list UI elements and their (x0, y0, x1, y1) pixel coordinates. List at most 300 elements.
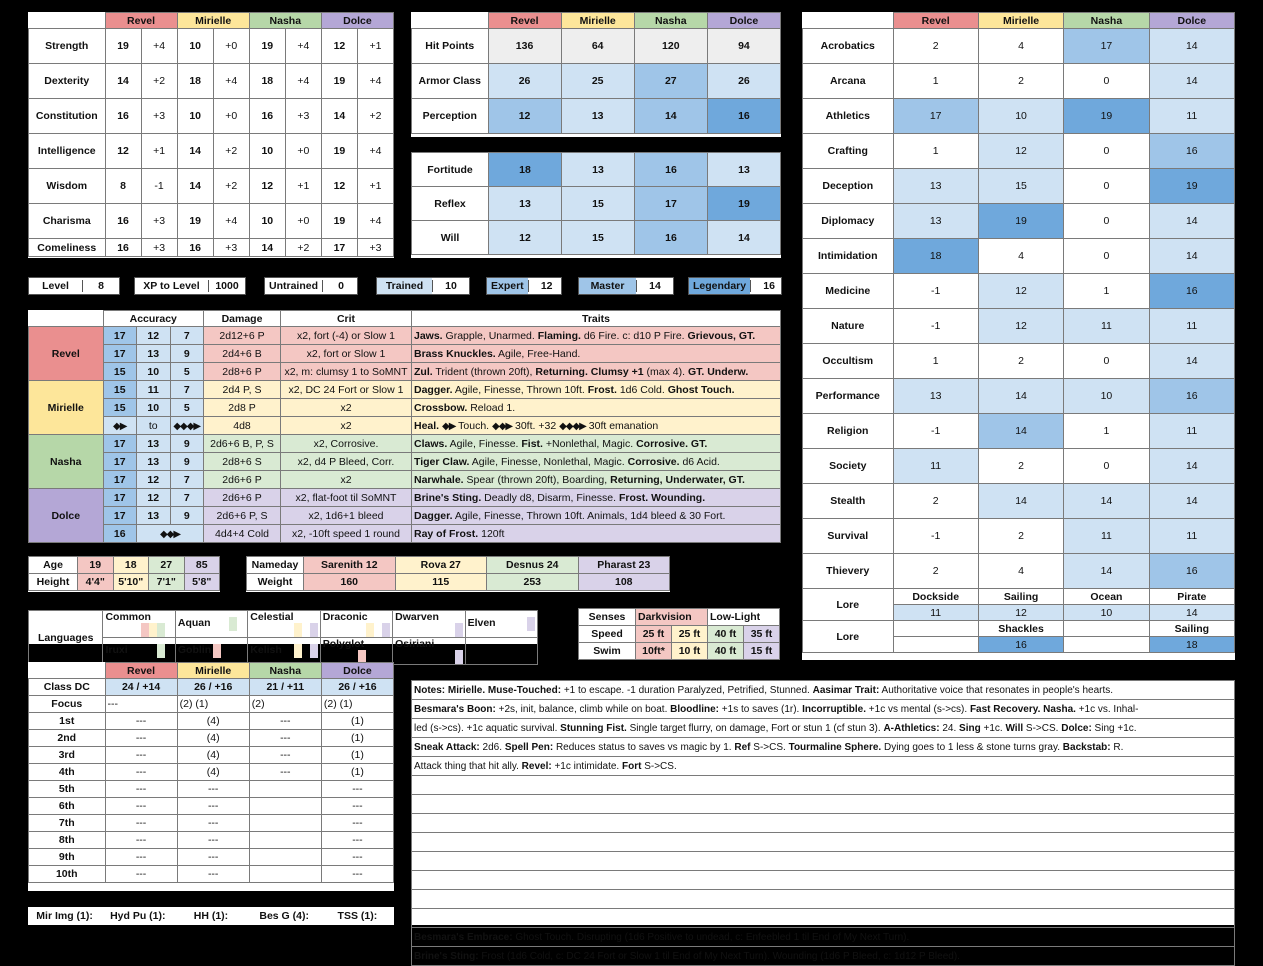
stat-name: Perception (412, 99, 489, 134)
stat-value: 25 (561, 64, 634, 99)
lore-value: 10 (1064, 605, 1149, 621)
language-marker (165, 644, 173, 658)
ability-mod: +1 (357, 29, 393, 64)
traits-cell: Ray of Frost. 120ft (412, 525, 781, 543)
spell-slot: --- (105, 764, 177, 781)
hero-header: Nasha (249, 13, 321, 29)
height-label: Height (29, 574, 78, 591)
spell-level-label: 2nd (29, 730, 106, 747)
spell-slot: --- (105, 781, 177, 798)
table-row (29, 815, 394, 832)
language-marker (286, 623, 294, 637)
language-marker (447, 623, 455, 637)
proficiency-label: XP to Level (143, 280, 200, 292)
spell-slot: --- (105, 849, 177, 866)
crit-cell: x2 (281, 471, 412, 489)
table-row (803, 169, 1235, 204)
spell-slot: (4) (177, 764, 249, 781)
ability-mod: +3 (141, 239, 177, 257)
skill-name: Survival (803, 519, 894, 554)
lore-name: Shackles (978, 621, 1063, 637)
one-action-icon: ◆▶ (442, 420, 456, 432)
stat-value: 26 (707, 64, 780, 99)
lore-value: 16 (978, 637, 1063, 653)
stat-name: Fortitude (412, 153, 489, 187)
stat-value: 27 (634, 64, 707, 99)
ability-mod: +2 (357, 99, 393, 134)
ability-score: 18 (249, 64, 285, 99)
table-row (579, 643, 780, 660)
stat-value: 15 (562, 221, 635, 255)
stat-value: 26 (488, 64, 561, 99)
table-row (803, 309, 1235, 344)
hero-header: Nasha (1064, 13, 1149, 29)
ability-score: 14 (177, 134, 213, 169)
skill-value: -1 (893, 274, 978, 309)
table-row (412, 187, 781, 221)
skill-value: 14 (1149, 204, 1234, 239)
table-row (29, 399, 781, 417)
ability-name: Comeliness (29, 239, 106, 257)
language-marker (302, 644, 310, 658)
language-marker (141, 623, 149, 637)
accuracy-cell: 7 (170, 471, 204, 489)
accuracy-cell: 15 (103, 381, 137, 399)
table-row (29, 849, 394, 866)
lore-value: 11 (893, 605, 978, 621)
resource-item: HH (1): (193, 909, 229, 922)
ability-score: 16 (105, 99, 141, 134)
hero-header: Mirielle (177, 13, 249, 29)
table-row (29, 417, 781, 435)
damage-cell: 2d6+6 P, S (204, 507, 281, 525)
accuracy-cell: 17 (103, 489, 137, 507)
lore-name (1064, 621, 1149, 637)
ability-mod: +3 (357, 239, 393, 257)
ability-name: Strength (29, 29, 106, 64)
language-marker (455, 650, 463, 664)
ability-score: 19 (321, 134, 357, 169)
ability-mod: +4 (357, 64, 393, 99)
senses-table (578, 608, 780, 660)
spell-slot: --- (249, 730, 321, 747)
corner (29, 311, 104, 327)
skill-name: Arcana (803, 64, 894, 99)
weight-label: Weight (247, 574, 304, 591)
language-markers (141, 644, 173, 658)
proficiency-label: Untrained (269, 280, 319, 292)
spell-slot: 26 / +16 (321, 679, 393, 696)
spell-slot: (4) (177, 747, 249, 764)
language-marker (149, 644, 157, 658)
proficiency-value: 16 (750, 280, 787, 292)
proficiency-label: Level (42, 280, 69, 292)
crit-cell: x2 (281, 417, 412, 435)
notes-line (412, 871, 1235, 890)
table-row (412, 757, 1235, 776)
hero-header: Revel (488, 13, 561, 29)
saves-table (411, 152, 781, 255)
crit-cell: x2, 1d6+1 bleed (281, 507, 412, 525)
proficiency-value: 14 (636, 280, 673, 292)
ability-mod: +4 (213, 204, 249, 239)
defense-table (411, 12, 781, 134)
crit-cell: x2, fort or Slow 1 (281, 345, 412, 363)
traits-cell: Zul. Trident (thrown 20ft), Returning. Clumsy +1 (max 4). GT. Underw. (412, 363, 781, 381)
table-row (803, 484, 1235, 519)
language-cell (248, 611, 320, 638)
damage-cell: 2d8+6 S (204, 453, 281, 471)
table-row (412, 928, 1235, 947)
speed-value: 10 ft (672, 643, 708, 660)
ability-mod: +1 (285, 169, 321, 204)
table-row (803, 344, 1235, 379)
ability-name: Wisdom (29, 169, 106, 204)
ability-mod: +1 (357, 169, 393, 204)
ability-mod: +2 (285, 239, 321, 257)
spell-slot: --- (321, 815, 393, 832)
table-row (29, 453, 781, 471)
attacks-panel (28, 310, 781, 538)
skill-name: Athletics (803, 99, 894, 134)
ability-mod: +4 (213, 64, 249, 99)
language-marker (221, 617, 229, 631)
language-marker (431, 650, 439, 664)
ability-score: 12 (105, 134, 141, 169)
language-marker (374, 623, 382, 637)
stat-value: 64 (561, 29, 634, 64)
skill-value: 14 (978, 414, 1063, 449)
spell-slot: --- (177, 798, 249, 815)
skill-value: 10 (978, 99, 1063, 134)
accuracy-cell: 15 (103, 363, 137, 381)
stat-name: Will (412, 221, 489, 255)
table-row (29, 557, 220, 574)
table-row (412, 738, 1235, 757)
nameday-value: Rova 27 (395, 557, 487, 574)
hero-header: Mirielle (177, 663, 249, 679)
language-marker (439, 650, 447, 664)
spell-slot: --- (321, 798, 393, 815)
spell-slot: --- (105, 832, 177, 849)
table-row (412, 814, 1235, 833)
stat-value: 12 (488, 99, 561, 134)
table-row (29, 713, 394, 730)
spell-slot: (2) (1) (177, 696, 249, 713)
language-marker (229, 644, 237, 658)
attack-hero: Mirielle (29, 381, 104, 435)
three-action-icon: ◆◆◆▶ (173, 420, 201, 432)
stat-value: 12 (489, 221, 562, 255)
hero-header: Mirielle (561, 13, 634, 29)
language-marker (511, 617, 519, 631)
stat-value: 120 (634, 29, 707, 64)
language-cell (103, 638, 175, 665)
language-name: Kelish (250, 644, 282, 656)
skill-value: 0 (1064, 134, 1149, 169)
ability-mod: +3 (285, 99, 321, 134)
skill-value: 13 (893, 204, 978, 239)
ability-score: 14 (249, 239, 285, 257)
table-row (803, 449, 1235, 484)
skill-value: 11 (1149, 519, 1234, 554)
table-row (412, 681, 1235, 700)
damage-cell: 4d4+4 Cold (204, 525, 281, 543)
lore-value: 18 (1149, 637, 1234, 653)
stat-value: 13 (489, 187, 562, 221)
language-name: Polyglot (322, 638, 365, 650)
proficiency-chip (134, 277, 246, 295)
table-row (412, 64, 781, 99)
table-row (579, 609, 780, 626)
language-marker (237, 644, 245, 658)
spell-slot: --- (321, 866, 393, 883)
spell-slot (249, 781, 321, 798)
proficiency-label: Trained (377, 278, 432, 294)
proficiency-label: Expert (487, 278, 528, 294)
table-row (803, 99, 1235, 134)
skill-value: 15 (978, 169, 1063, 204)
ability-score: 19 (321, 64, 357, 99)
accuracy-cell: 5 (170, 399, 204, 417)
accuracy-cell: 9 (170, 453, 204, 471)
traits-header: Traits (412, 311, 781, 327)
table-row (29, 327, 781, 345)
table-row (29, 781, 394, 798)
language-markers (286, 623, 318, 637)
ability-mod: +3 (141, 204, 177, 239)
proficiency-value: 0 (322, 280, 359, 292)
accuracy-cell: 17 (103, 507, 137, 525)
stat-name: Reflex (412, 187, 489, 221)
table-row (803, 274, 1235, 309)
ability-mod: -1 (141, 169, 177, 204)
spell-slot: 26 / +16 (177, 679, 249, 696)
accuracy-cell: 9 (170, 435, 204, 453)
skill-value: 14 (1149, 239, 1234, 274)
language-marker (213, 617, 221, 631)
spell-level-label: 7th (29, 815, 106, 832)
language-cell (103, 611, 175, 638)
notes-line: Attack thing that hit ally. Revel: +1c intimidate. Fort S->CS. (412, 757, 1235, 776)
ability-score: 16 (249, 99, 285, 134)
skill-value: 4 (978, 29, 1063, 64)
skill-value: 16 (1149, 379, 1234, 414)
traits-cell: Narwhale. Spear (thrown 20ft), Boarding, Returning, Underwater, GT. (412, 471, 781, 489)
skill-value: 1 (893, 64, 978, 99)
damage-cell: 2d8 P (204, 399, 281, 417)
skill-value: 4 (978, 554, 1063, 589)
spell-slot (249, 849, 321, 866)
table-row (29, 29, 394, 64)
age-value: 85 (184, 557, 220, 574)
lore-value (893, 637, 978, 653)
damage-cell: 2d4 P, S (204, 381, 281, 399)
skill-name: Religion (803, 414, 894, 449)
table-row (803, 13, 1235, 29)
table-row (29, 730, 394, 747)
damage-cell: 2d8+6 P (204, 363, 281, 381)
ability-score: 19 (177, 204, 213, 239)
stat-value: 19 (708, 187, 781, 221)
language-marker (165, 623, 173, 637)
accuracy-cell (103, 417, 137, 435)
ability-score: 19 (321, 204, 357, 239)
spell-slots-table (28, 662, 394, 883)
ability-score: 19 (105, 29, 141, 64)
sense-value: Low-Light (708, 609, 780, 626)
accuracy-cell: 15 (103, 399, 137, 417)
language-marker (382, 623, 390, 637)
proficiency-chip (688, 277, 782, 295)
notes-line (412, 795, 1235, 814)
skill-value: 2 (893, 484, 978, 519)
skill-value: 12 (978, 274, 1063, 309)
one-action-icon: ◆▶ (113, 420, 127, 432)
notes-line: led (s->cs). +1c aquatic survival. Stunning Fist. Single target flurry, on damage, Fort or stun 1 (cf stun 3). A-Athletics: 24. Sing +1c. Will S->CS. Dolce: Sing +1c. (412, 719, 1235, 738)
language-cell (175, 611, 247, 638)
skill-name: Intimidation (803, 239, 894, 274)
skill-value: 14 (1149, 484, 1234, 519)
spell-slot: --- (105, 798, 177, 815)
proficiency-chip (578, 277, 674, 295)
ability-mod: +0 (213, 29, 249, 64)
two-action-icon: ◆◆▶ (159, 528, 181, 540)
table-row (29, 169, 394, 204)
language-markers (141, 623, 173, 637)
damage-cell: 2d12+6 P (204, 327, 281, 345)
spell-level-label: 10th (29, 866, 106, 883)
senses-label: Speed (579, 626, 636, 643)
language-name: Celestial (250, 611, 294, 623)
skill-value: 14 (1149, 449, 1234, 484)
skill-name: Crafting (803, 134, 894, 169)
skill-value: 14 (1064, 484, 1149, 519)
ability-mod: +2 (213, 134, 249, 169)
table-row (803, 204, 1235, 239)
lore-name: Sailing (1149, 621, 1234, 637)
skill-name: Thievery (803, 554, 894, 589)
spell-slot: (2) (1) (321, 696, 393, 713)
lore-value: 12 (978, 605, 1063, 621)
stat-value: 15 (562, 187, 635, 221)
table-row (29, 204, 394, 239)
skill-value: 13 (893, 379, 978, 414)
skill-value: 17 (1064, 29, 1149, 64)
accuracy-cell (170, 417, 204, 435)
age-value: 18 (113, 557, 149, 574)
language-marker (213, 644, 221, 658)
skill-name: Medicine (803, 274, 894, 309)
height-value: 5'8" (184, 574, 220, 591)
skill-value: 0 (1064, 169, 1149, 204)
skill-value: 14 (978, 379, 1063, 414)
skill-value: -1 (893, 414, 978, 449)
table-row (803, 134, 1235, 169)
lore-name (893, 621, 978, 637)
skill-value: 2 (978, 344, 1063, 379)
resource-item: Mir Img (1): (36, 909, 93, 922)
language-marker (294, 623, 302, 637)
ability-mod: +2 (141, 64, 177, 99)
skill-value: 16 (1149, 134, 1234, 169)
skill-value: 14 (1149, 64, 1234, 99)
language-marker (439, 623, 447, 637)
lore-name: Dockside (893, 589, 978, 605)
table-row (412, 719, 1235, 738)
ability-mod: +4 (285, 64, 321, 99)
accuracy-cell: 17 (103, 471, 137, 489)
language-marker (447, 650, 455, 664)
table-row (803, 239, 1235, 274)
skill-value: 12 (978, 134, 1063, 169)
language-marker (221, 644, 229, 658)
hero-header: Revel (105, 13, 177, 29)
hero-header: Nasha (634, 13, 707, 29)
crit-cell: x2 (281, 399, 412, 417)
spell-level-label: 3rd (29, 747, 106, 764)
ability-score: 10 (177, 99, 213, 134)
height-value: 5'10" (113, 574, 149, 591)
traits-cell: Brine's Sting. Deadly d8, Disarm, Finesse. Frost. Wounding. (412, 489, 781, 507)
table-row (29, 832, 394, 849)
weight-value: 115 (395, 574, 487, 591)
skills-table (802, 12, 1235, 653)
age-label: Age (29, 557, 78, 574)
proficiency-value: 10 (432, 280, 469, 292)
table-row (579, 626, 780, 643)
ability-score: 14 (321, 99, 357, 134)
ability-score: 10 (249, 134, 285, 169)
ability-scores-panel (28, 12, 394, 258)
notes-panel (411, 680, 1235, 962)
spell-level-label: 4th (29, 764, 106, 781)
stat-value: 136 (488, 29, 561, 64)
table-row (803, 64, 1235, 99)
skill-value: -1 (893, 519, 978, 554)
table-row (29, 311, 781, 327)
speed-value: 10ft* (636, 643, 672, 660)
sense-value: Darkvision (636, 609, 708, 626)
proficiency-label: Master (579, 278, 636, 294)
spell-slot (249, 866, 321, 883)
spell-slot: --- (249, 713, 321, 730)
ability-name: Intelligence (29, 134, 106, 169)
table-row (247, 574, 670, 591)
speed-value: 35 ft (744, 626, 780, 643)
language-marker (310, 623, 318, 637)
table-row (412, 890, 1235, 909)
language-markers (213, 644, 245, 658)
table-row (29, 363, 781, 381)
spell-slot: (4) (177, 730, 249, 747)
language-marker (149, 623, 157, 637)
spell-slot: --- (177, 781, 249, 798)
lore-value: 14 (1149, 605, 1234, 621)
skill-value: 14 (978, 484, 1063, 519)
language-markers (431, 650, 463, 664)
table-row (412, 13, 781, 29)
table-row (29, 611, 538, 638)
stat-value: 17 (635, 187, 708, 221)
language-marker (358, 623, 366, 637)
nameday-label: Nameday (247, 557, 304, 574)
table-row (803, 379, 1235, 414)
skill-value: 1 (1064, 274, 1149, 309)
traits-cell: Jaws. Grapple, Unarmed. Flaming. d6 Fire. c: d10 P Fire. Grievous, GT. (412, 327, 781, 345)
spell-slot: --- (105, 815, 177, 832)
corner (803, 13, 894, 29)
